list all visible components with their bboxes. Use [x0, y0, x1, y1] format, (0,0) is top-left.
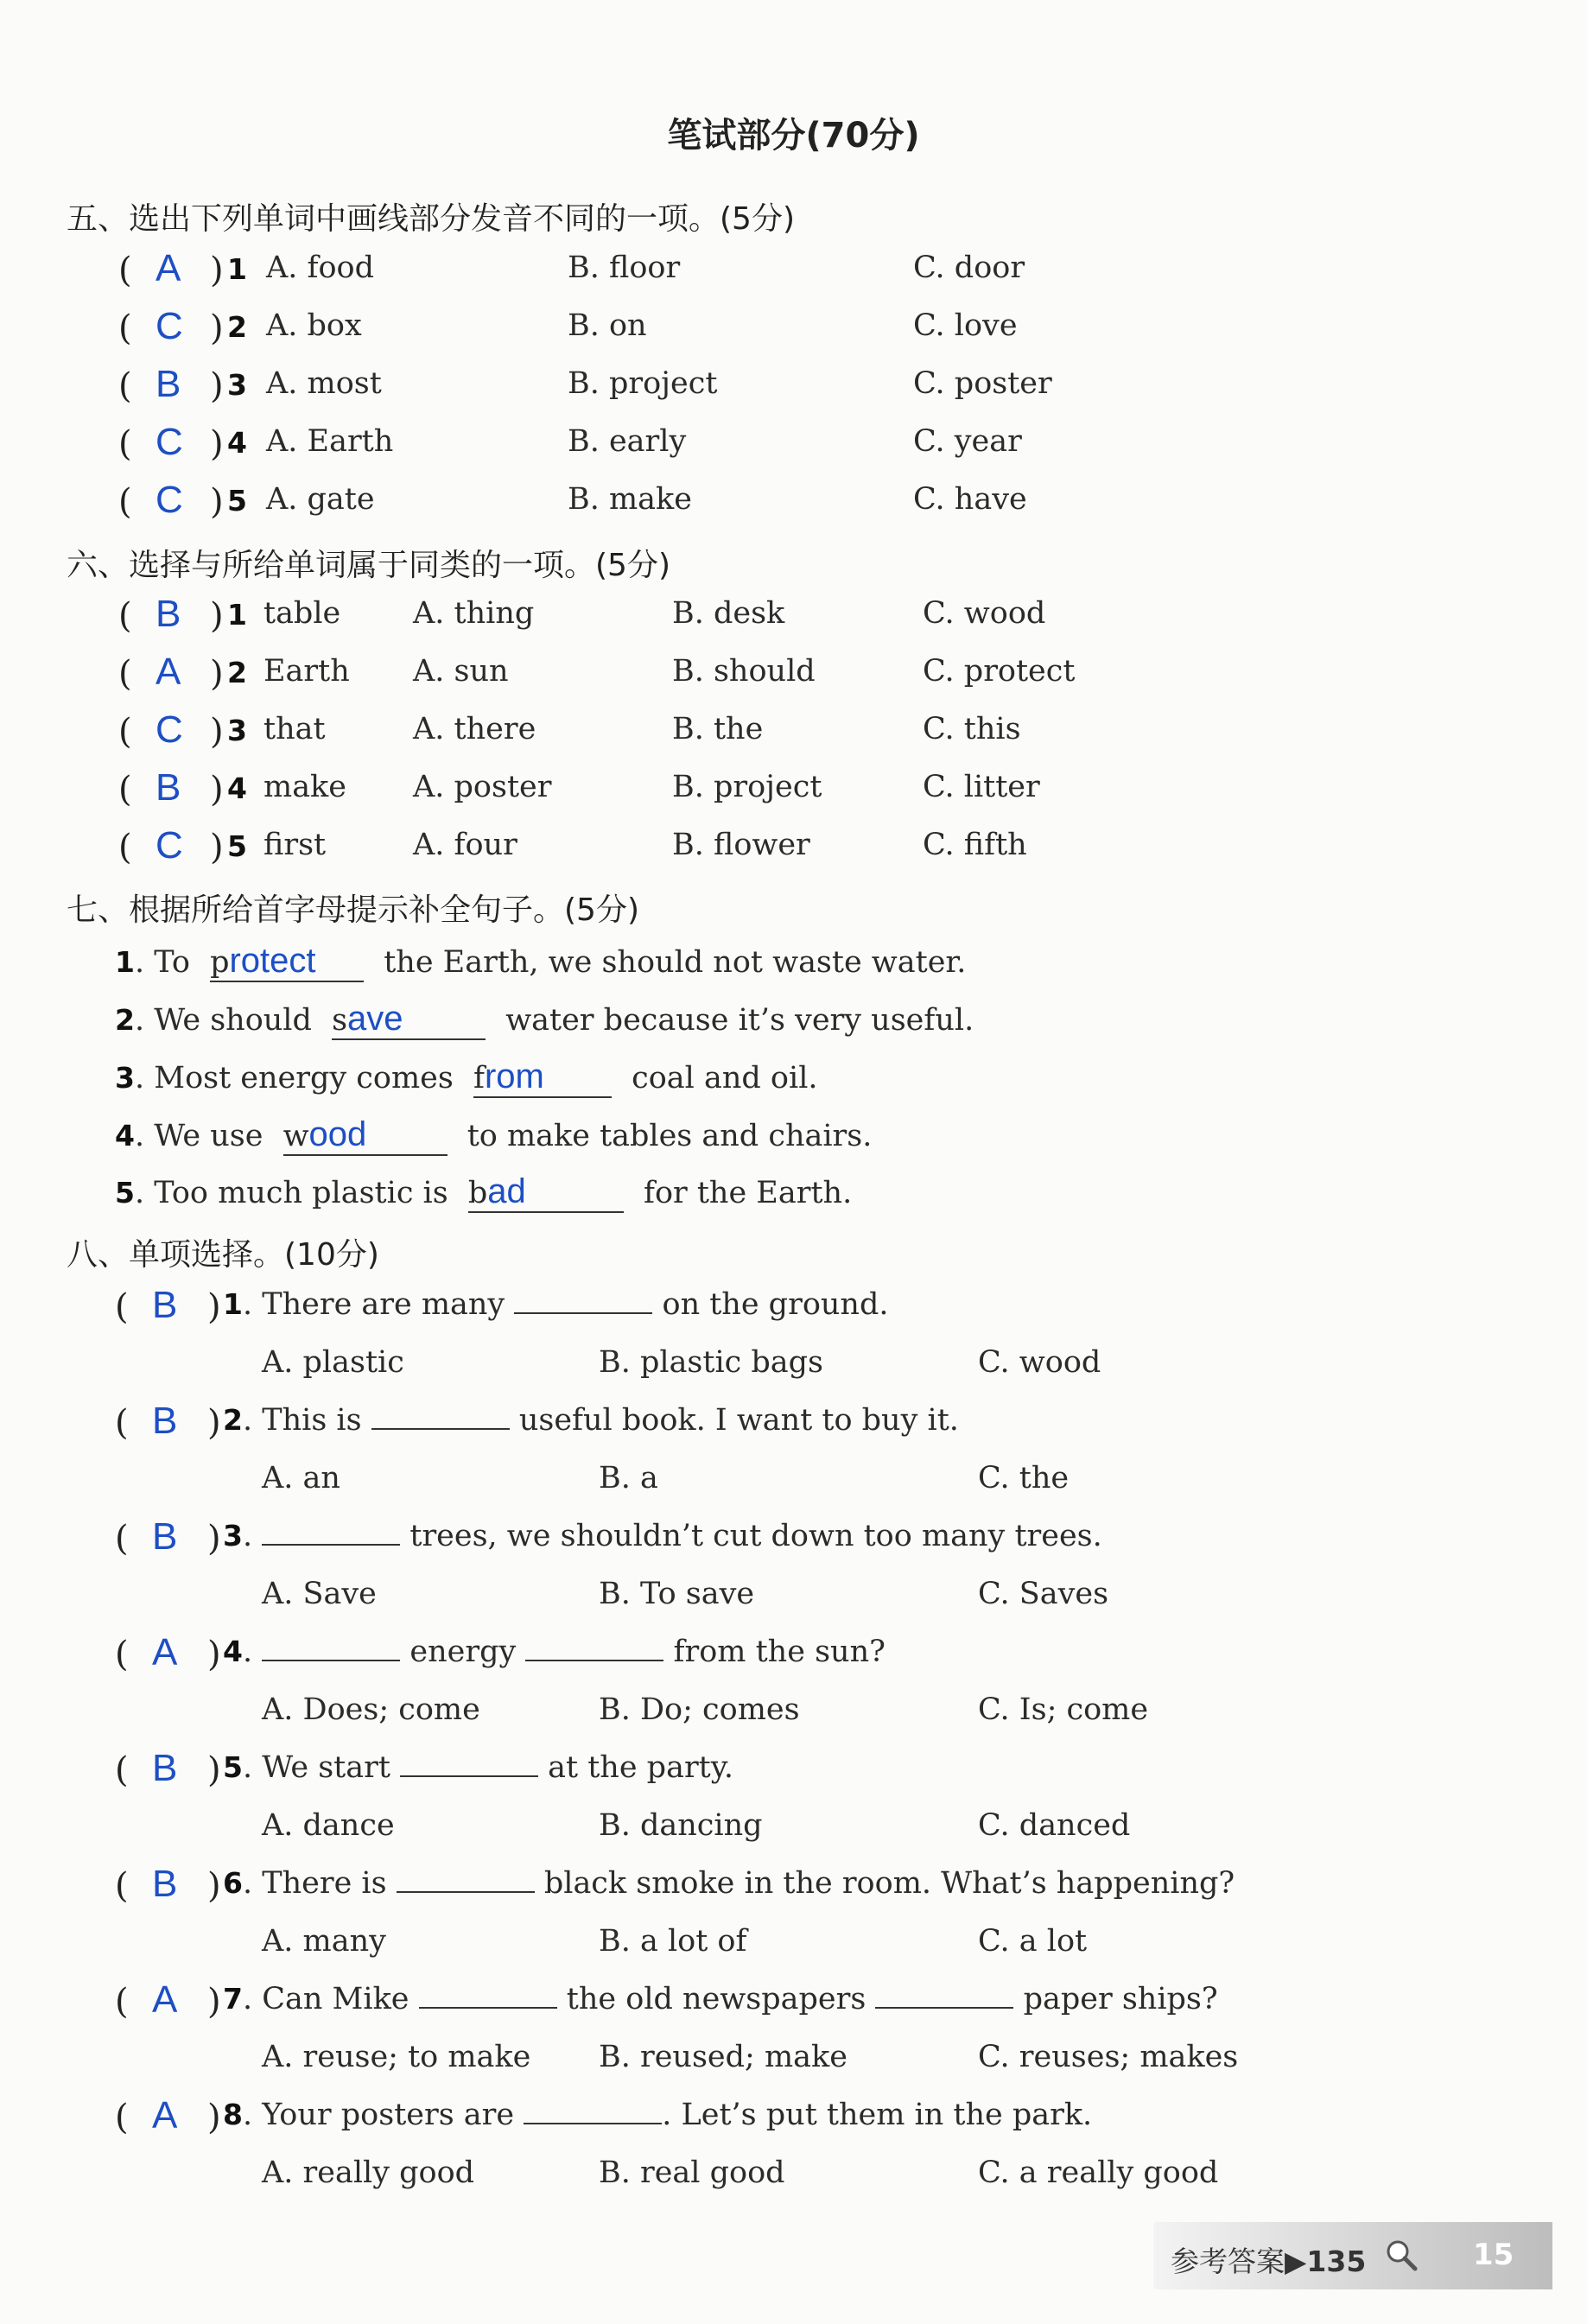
option-a: A. four: [413, 828, 517, 862]
paren-open: (: [115, 1403, 129, 1443]
question-number: 3: [227, 368, 247, 402]
question-stem: [223, 1635, 886, 1669]
stem-pre: We start: [262, 1750, 390, 1785]
paren-open: (: [118, 596, 132, 636]
sentence-pre: We should: [154, 1003, 312, 1038]
question-number: 7: [223, 1982, 243, 2016]
given-word: first: [263, 828, 327, 862]
answer-mark: A: [152, 1978, 178, 2021]
option-c: C. reuses; makes: [978, 2040, 1239, 2074]
option-c: C. year: [913, 424, 1022, 459]
question-dot: .: [242, 1982, 263, 2016]
option-b: B. project: [568, 366, 718, 401]
stem-pre: Your posters are: [262, 2098, 515, 2132]
option-b: B. make: [568, 482, 692, 517]
answer-blank: [262, 1520, 400, 1546]
option-c: C. wood: [923, 596, 1046, 631]
question-number: 2: [227, 656, 247, 689]
answer-mark: A: [152, 2094, 178, 2137]
question-dot: .: [242, 1866, 263, 1901]
option-a: A. food: [266, 251, 375, 285]
option-c: C. the: [978, 1461, 1070, 1495]
paren-open: (: [118, 828, 132, 867]
option-a: A. Earth: [266, 424, 394, 459]
stem-post: . Let’s put them in the park.: [662, 2098, 1093, 2132]
given-word: table: [263, 596, 341, 631]
question-dot: .: [134, 1003, 155, 1038]
paren-close: ): [210, 712, 224, 752]
initial-letter: w: [282, 1119, 309, 1153]
question-number: 6: [223, 1866, 243, 1900]
stem-pre: There is: [262, 1866, 387, 1901]
answer-mark: C: [156, 305, 183, 347]
paren-close: ): [210, 308, 224, 348]
section-5-heading: 五、选出下列单词中画线部分发音不同的一项。(5分): [67, 201, 795, 237]
sentence-row: [115, 1115, 872, 1156]
stem-post: paper ships?: [1023, 1982, 1218, 2016]
option-b: B. early: [568, 424, 687, 459]
page-number: 15: [1473, 2238, 1514, 2272]
question-dot: .: [242, 1287, 263, 1322]
stem-post: black smoke in the room. What’s happening?: [543, 1866, 1235, 1901]
answer-mark: B: [156, 766, 181, 809]
sentence-pre: Most energy comes: [154, 1061, 454, 1095]
question-number: 5: [223, 1750, 243, 1784]
magnifier-icon: [1382, 2236, 1420, 2274]
stem-pre: There are many: [262, 1287, 505, 1322]
sentence-row: [115, 1057, 818, 1098]
paren-open: (: [115, 1750, 129, 1790]
given-word: that: [263, 712, 326, 746]
initial-letter: s: [332, 1003, 348, 1038]
question-dot: .: [134, 945, 155, 980]
sentence-row: [115, 1000, 974, 1040]
option-c: C. love: [913, 308, 1018, 343]
question-stem: [223, 1519, 1102, 1553]
option-b: B. floor: [568, 251, 681, 285]
answer-blank: [262, 1635, 400, 1661]
option-b: B. should: [672, 654, 816, 689]
question-number: 3: [227, 714, 247, 747]
answer-mark: B: [152, 1747, 178, 1789]
paren-open: (: [118, 366, 132, 406]
filled-answer: ad: [487, 1172, 526, 1210]
answer-mark: A: [156, 247, 181, 289]
option-a: A. reuse; to make: [262, 2040, 531, 2074]
paren-open: (: [118, 424, 132, 464]
option-b: B. reused; make: [599, 2040, 847, 2074]
option-c: C. have: [913, 482, 1027, 517]
answer-mark: B: [152, 1863, 178, 1905]
option-b: B. flower: [672, 828, 810, 862]
question-dot: .: [134, 1061, 155, 1095]
answer-blank: [525, 1635, 663, 1661]
question-number: 1: [115, 945, 135, 979]
sentence-pre: Too much plastic is: [154, 1176, 448, 1210]
question-number: 2: [115, 1003, 135, 1037]
option-c: C. this: [923, 712, 1021, 746]
question-stem: [223, 1750, 733, 1785]
paren-open: (: [115, 1866, 129, 1906]
initial-letter: p: [210, 945, 230, 980]
question-dot: .: [242, 1750, 263, 1785]
option-c: C. poster: [913, 366, 1052, 401]
paren-close: ): [210, 424, 224, 464]
question-number: 4: [227, 771, 247, 805]
option-c: C. a really good: [978, 2156, 1219, 2190]
filled-answer: rotect: [229, 942, 316, 980]
section-8-heading: 八、单项选择。(10分): [67, 1237, 379, 1273]
answer-blank: [514, 1288, 652, 1314]
stem-post: useful book. I want to buy it.: [518, 1403, 959, 1438]
question-number: 4: [227, 426, 247, 460]
answer-blank: [419, 1983, 557, 2009]
sentence-pre: We use: [154, 1119, 263, 1153]
page-title: 笔试部分(70分): [667, 116, 920, 156]
paren-open: (: [118, 251, 132, 290]
sentence-post: water because it’s very useful.: [505, 1003, 974, 1038]
sentence-row: [115, 942, 966, 982]
paren-close: ): [210, 482, 224, 522]
reference-text: 参考答案: [1171, 2245, 1285, 2278]
option-b: B. dancing: [599, 1808, 763, 1843]
paren-close: ): [207, 2098, 221, 2137]
question-number: 5: [115, 1176, 135, 1210]
option-c: C. protect: [923, 654, 1076, 689]
paren-open: (: [118, 482, 132, 522]
option-b: B. Do; comes: [599, 1692, 800, 1727]
question-stem: [223, 1287, 889, 1322]
answer-mark: C: [156, 708, 183, 751]
option-b: B. the: [672, 712, 764, 746]
question-dot: .: [134, 1176, 155, 1210]
answer-blank: [332, 1000, 486, 1040]
option-a: A. sun: [413, 654, 509, 689]
option-b: B. desk: [672, 596, 785, 631]
question-number: 4: [115, 1119, 135, 1152]
section-7-heading: 七、根据所给首字母提示补全句子。(5分): [67, 892, 639, 928]
question-stem: [223, 1982, 1218, 2016]
answer-blank: [400, 1751, 538, 1777]
paren-open: (: [118, 308, 132, 348]
answer-blank: [397, 1867, 535, 1893]
answer-mark: B: [152, 1284, 178, 1326]
question-number: 5: [227, 484, 247, 518]
option-c: C. Is; come: [978, 1692, 1149, 1727]
option-b: B. project: [672, 770, 822, 804]
question-number: 3: [115, 1061, 135, 1095]
option-b: B. To save: [599, 1577, 755, 1611]
paren-close: ): [207, 1982, 221, 2022]
paren-open: (: [118, 770, 132, 810]
paren-open: (: [115, 1519, 129, 1559]
option-a: A. plastic: [262, 1345, 404, 1380]
stem-post: from the sun?: [673, 1635, 886, 1669]
option-b: B. real good: [599, 2156, 785, 2190]
answer-mark: A: [152, 1631, 178, 1673]
answer-blank: [524, 2099, 662, 2124]
paren-open: (: [115, 1287, 129, 1327]
stem-pre: Can Mike: [262, 1982, 409, 2016]
option-a: A. gate: [266, 482, 375, 517]
section-6-heading: 六、选择与所给单词属于同类的一项。(5分): [67, 548, 670, 583]
question-dot: .: [242, 1403, 263, 1438]
answer-mark: B: [152, 1400, 178, 1442]
option-a: A. there: [413, 712, 536, 746]
given-word: make: [263, 770, 346, 804]
paren-close: ): [207, 1287, 221, 1327]
paren-close: ): [210, 770, 224, 810]
question-stem: [223, 1866, 1235, 1901]
answer-mark: C: [156, 824, 183, 867]
answer-mark: A: [156, 651, 181, 693]
paren-close: ): [207, 1866, 221, 1906]
question-number: 1: [223, 1287, 243, 1321]
question-number: 5: [227, 829, 247, 863]
question-dot: .: [134, 1119, 155, 1153]
answer-blank: [283, 1115, 448, 1156]
option-c: C. wood: [978, 1345, 1101, 1380]
question-number: 4: [223, 1635, 243, 1668]
initial-letter: f: [473, 1061, 485, 1095]
question-dot: .: [242, 1519, 263, 1553]
option-a: A. thing: [413, 596, 535, 631]
sentence-row: [115, 1172, 852, 1213]
paren-close: ): [207, 1519, 221, 1559]
paren-open: (: [118, 712, 132, 752]
option-c: C. door: [913, 251, 1025, 285]
option-a: A. an: [262, 1461, 340, 1495]
paren-close: ): [210, 366, 224, 406]
given-word: Earth: [263, 654, 350, 689]
paren-open: (: [115, 2098, 129, 2137]
option-c: C. litter: [923, 770, 1040, 804]
stem-mid: the old newspapers: [566, 1982, 867, 2016]
answer-mark: C: [156, 421, 183, 463]
paren-open: (: [118, 654, 132, 694]
reference-page: 135: [1306, 2245, 1367, 2278]
question-number: 2: [223, 1403, 243, 1437]
question-dot: .: [242, 2098, 263, 2132]
question-number: 1: [227, 598, 247, 632]
paren-close: ): [207, 1403, 221, 1443]
filled-answer: rom: [484, 1057, 544, 1095]
answer-blank: [210, 942, 364, 982]
option-b: B. on: [568, 308, 647, 343]
question-number: 2: [227, 310, 247, 344]
sentence-post: for the Earth.: [643, 1176, 853, 1210]
paren-close: ): [207, 1750, 221, 1790]
option-a: A. poster: [413, 770, 552, 804]
stem-post: on the ground.: [662, 1287, 889, 1322]
option-b: B. a: [599, 1461, 658, 1495]
sentence-post: coal and oil.: [632, 1061, 818, 1095]
question-number: 8: [223, 2098, 243, 2131]
answer-mark: B: [156, 593, 181, 635]
paren-close: ): [210, 251, 224, 290]
stem-post: at the party.: [548, 1750, 733, 1785]
question-stem: [223, 1403, 959, 1438]
option-a: A. most: [266, 366, 382, 401]
option-a: A. Save: [262, 1577, 377, 1611]
answer-mark: B: [156, 363, 181, 405]
option-a: A. Does; come: [262, 1692, 480, 1727]
paren-open: (: [115, 1982, 129, 2022]
paren-close: ): [210, 828, 224, 867]
filled-answer: ave: [347, 1000, 403, 1038]
reference-answer-label: [1171, 2239, 1366, 2280]
question-stem: [223, 2098, 1092, 2132]
question-number: 1: [227, 252, 247, 286]
paren-open: (: [115, 1635, 129, 1674]
option-a: A. many: [262, 1924, 386, 1959]
option-c: C. Saves: [978, 1577, 1109, 1611]
option-c: C. a lot: [978, 1924, 1088, 1959]
answer-blank: [875, 1983, 1013, 2009]
answer-blank: [473, 1057, 612, 1098]
page-footer: [1153, 2222, 1552, 2289]
stem-mid: energy: [409, 1635, 517, 1669]
question-number: 3: [223, 1519, 243, 1553]
stem-post: trees, we shouldn’t cut down too many trees.: [409, 1519, 1102, 1553]
sentence-post: to make tables and chairs.: [467, 1119, 873, 1153]
option-a: A. box: [266, 308, 362, 343]
arrow-icon: ▶: [1285, 2245, 1307, 2278]
filled-answer: ood: [308, 1115, 367, 1153]
option-c: C. fifth: [923, 828, 1027, 862]
option-a: A. really good: [262, 2156, 475, 2190]
answer-mark: B: [152, 1515, 178, 1558]
initial-letter: b: [467, 1176, 488, 1210]
option-c: C. danced: [978, 1808, 1131, 1843]
option-b: B. plastic bags: [599, 1345, 824, 1380]
paren-close: ): [210, 654, 224, 694]
paren-close: ): [210, 596, 224, 636]
stem-pre: This is: [262, 1403, 362, 1438]
answer-blank: [468, 1172, 624, 1213]
option-b: B. a lot of: [599, 1924, 747, 1959]
answer-blank: [371, 1404, 510, 1430]
sentence-post: the Earth, we should not waste water.: [384, 945, 967, 980]
question-dot: .: [242, 1635, 263, 1669]
option-a: A. dance: [262, 1808, 395, 1843]
answer-mark: C: [156, 479, 183, 521]
sentence-pre: To: [154, 945, 190, 980]
paren-close: ): [207, 1635, 221, 1674]
